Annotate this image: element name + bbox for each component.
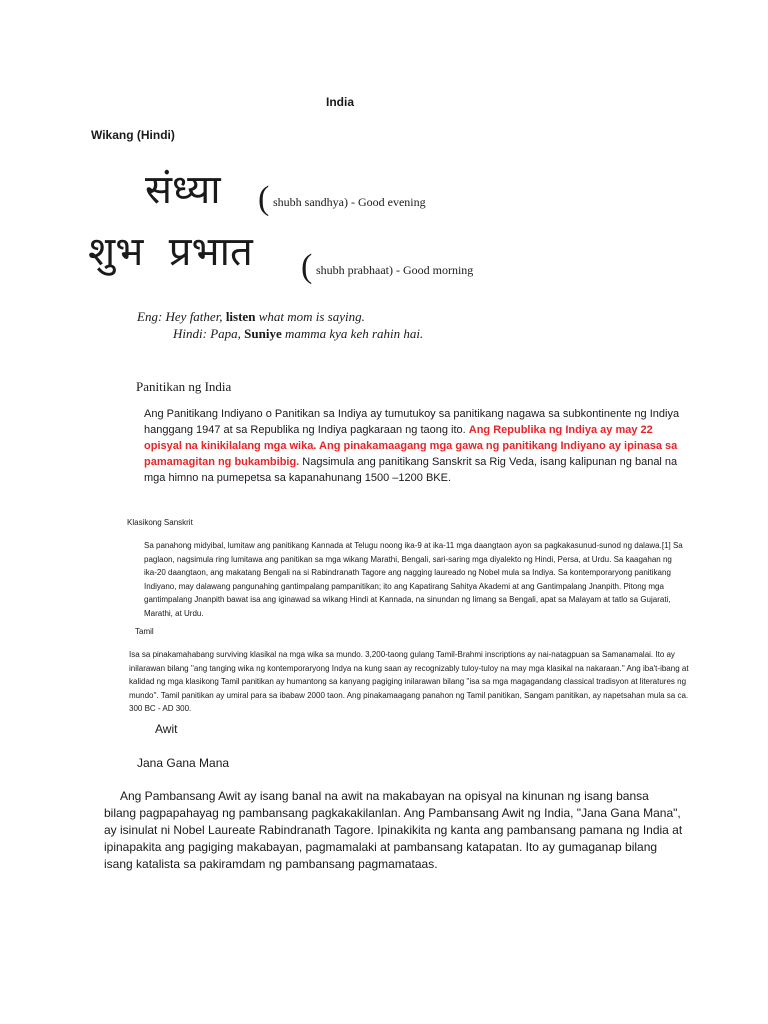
eng-bold-word: listen	[225, 309, 256, 324]
eng-prefix: Eng: Hey father,	[137, 309, 226, 324]
hindi-prefix: Hindi: Papa,	[173, 326, 245, 341]
example-english	[137, 309, 365, 325]
hindi-bold-word: Suniye	[244, 326, 282, 341]
page-title: India	[326, 95, 355, 109]
tamil-heading: Tamil	[135, 627, 154, 636]
literature-heading: Panitikan ng India	[136, 379, 232, 394]
literature-text-highlight: Ang Republika ng Indiya ay may 22 opisyal na kinikilalang mga wika. Ang pinakamaagang mga gawa ng panitikang Indiyano ay ipinasa sa pamamagitan ng bukambibig.	[144, 424, 678, 468]
literature-text-start: Ang Panitikang Indiyano o Panitikan sa Indiya ay tumutukoy sa panitikang nagawa sa subkontinente ng Indiya hanggang 1947 at sa Republika ng Indiya pagkaraan ng taong ito.	[144, 408, 680, 436]
anthem-heading: Awit	[155, 722, 178, 736]
classical-paragraph: Sa panahong midyibal, lumitaw ang panitikang Kannada at Telugu noong ika-9 at ika-11 mga daangtaon ayon sa pagkakasunud-sunod ng dalawa.[1] Sa paglaon, nagsimula ring lumitawa ang panitikan sa mga wikang Marathi, Bengali, sari-saring mga diyalekto ng Hindi, Persa, at Urdu. Sa kaagahan ng ika-20 daangtaon, ang makatang Bengali na si Rabindranath Tagore ang nagging laureado ng Nobel mula sa Indiya. Sa kontemporaryong panitikang Indiyano, may dalawang pangunahing gantimpalang pampanitikan; ito ang Kapatirang Sahitya Akademi at ang Gantimpalang Jnanpith. Pitong mga gantimpalang Jnanpith bawat isa ang iginawad sa wikang Hindi at Kannada, na sinundan ng limang sa Bengali, apat sa Malayam at tatlo sa Gujarati, Marathi, at Urdu.	[144, 541, 683, 618]
gloss-morning: shubh prabhaat) - Good morning	[316, 263, 474, 277]
eng-suffix: what mom is saying.	[255, 309, 365, 324]
anthem-paragraph: Ang Pambansang Awit ay isang banal na awit na makabayan na opisyal na kinunan ng isang bansa bilang pagpapahayag ng pambansang pagkakakilanlan. Ang Pambansang Awit ng India, "Jana Gana Mana", ay isinulat ni Nobel Laureate Rabindranath Tagore. Ipinakikita ng kanta ang pambansang pamana ng India at ipinapakita ang pagiging makabayan, pagmamalaki at pambansang katapatan. Ito ay gumaganap bilang isang katalista sa pakiramdam ng pambansang pagmamataas.	[104, 789, 683, 871]
hindi-suffix: mamma kya keh rahin hai.	[281, 326, 424, 341]
open-paren-evening: (	[258, 180, 270, 217]
devanagari-evening: संध्या	[145, 167, 221, 213]
classical-heading: Klasikong Sanskrit	[127, 518, 193, 527]
gloss-evening: shubh sandhya) - Good evening	[273, 195, 426, 209]
literature-paragraph	[144, 406, 684, 486]
devanagari-morning: शुभ प्रभात	[88, 229, 253, 275]
example-hindi	[173, 326, 423, 342]
language-heading: Wikang (Hindi)	[91, 128, 175, 142]
tamil-paragraph: Isa sa pinakamahabang surviving klasikal na mga wika sa mundo. 3,200-taong gulang Tamil-Brahmi inscriptions ay nai-natagpuan sa Samanamalai. Ito ay inilarawan bilang ''ang tanging wika ng kontemporaryong Indya na kung saan ay recognizably tuloy-tuloy na may mga klasikal na nakaraan.'' Ang iba't-ibang at kalidad ng mga klasikong Tamil panitikan ay humantong sa kanyang pagiging inilarawan bilang ''isa sa mga magagandang classical tradisyon at literatures ng mundo''. Tamil panitikan ay umiral para sa ibabaw 2000 taon. Ang pinakamaagang panahon ng Tamil panitikan, Sangam panitikan, ay napetsahan mula sa ca. 300 BC - AD 300.	[129, 650, 689, 713]
open-paren-morning: (	[301, 248, 313, 285]
literature-text-end: Nagsimula ang panitikang Sanskrit sa Rig Veda, isang kalipunan ng banal na mga himno na pumepetsa sa kapanahunang 1500 –1200 BKE.	[144, 456, 678, 484]
anthem-subheading: Jana Gana Mana	[137, 756, 230, 770]
